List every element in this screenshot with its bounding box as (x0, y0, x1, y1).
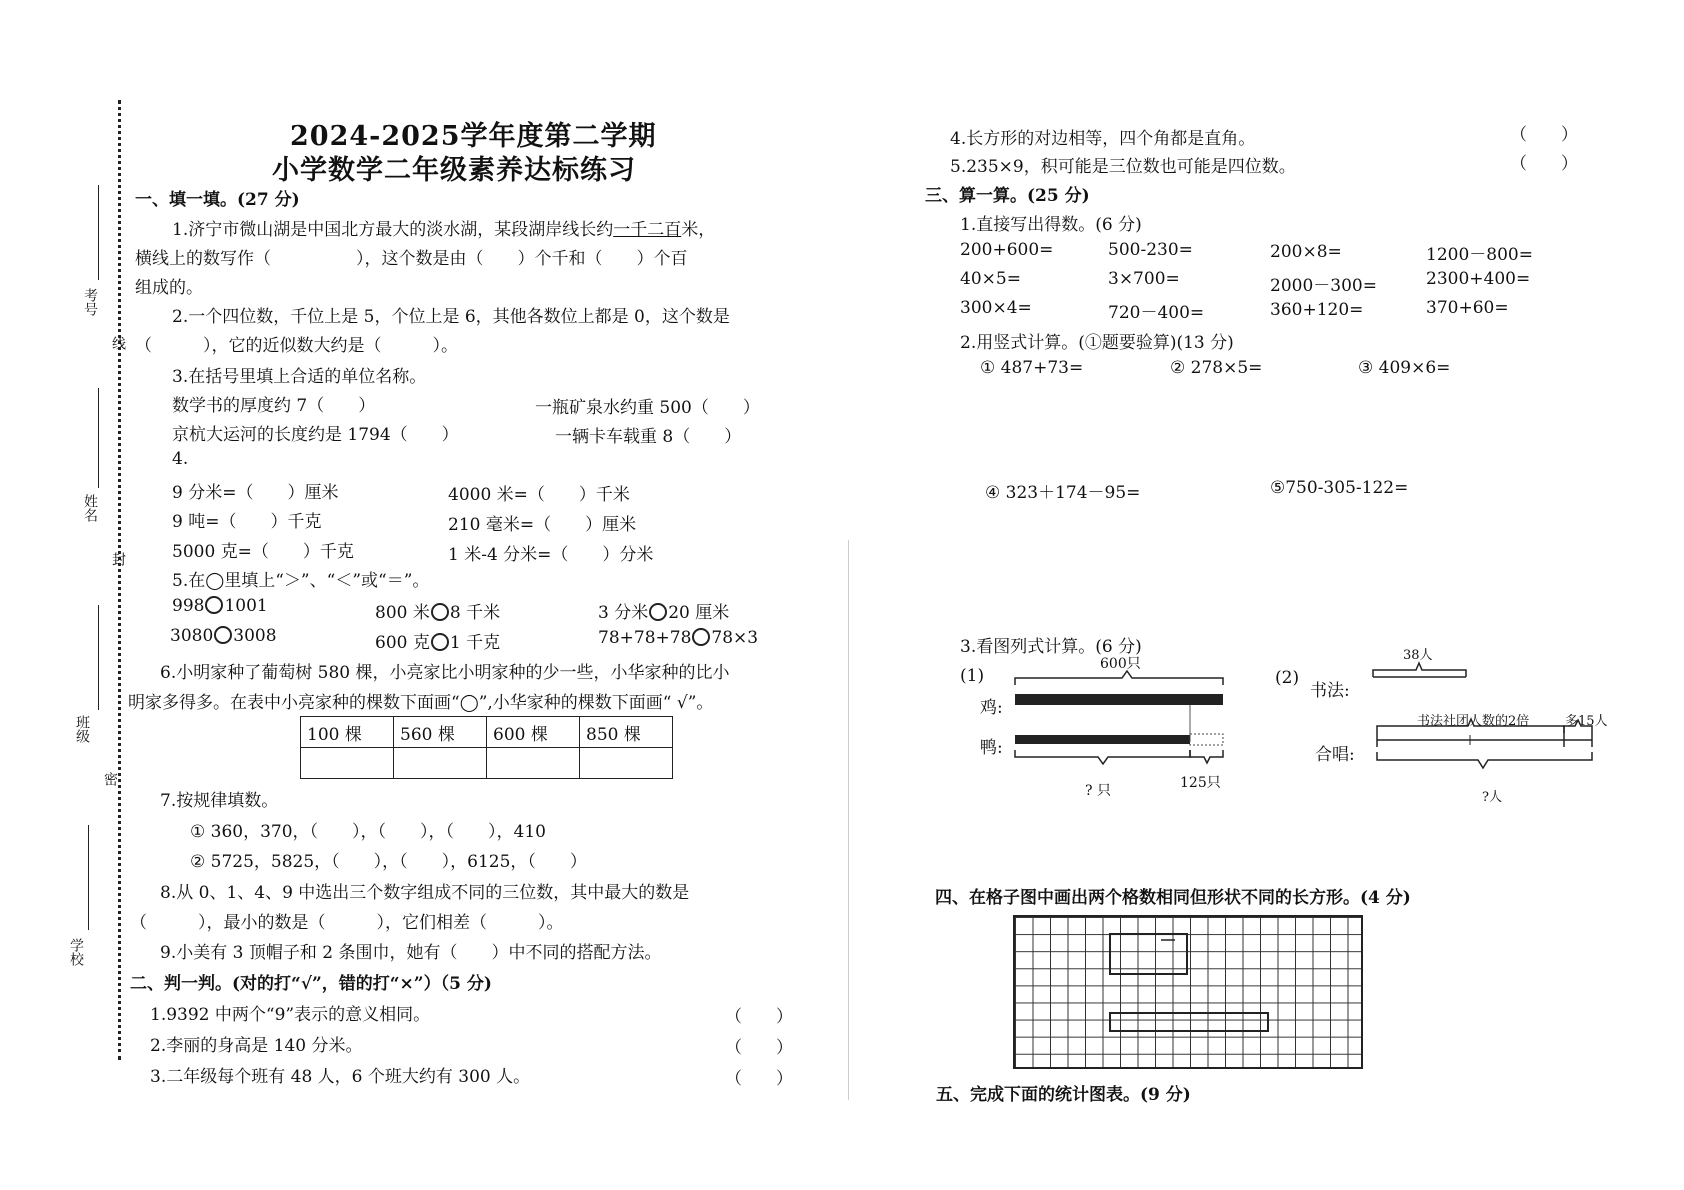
diagram1-unknown: ? 只 (1085, 783, 1111, 799)
compare-circle[interactable] (649, 603, 667, 621)
vertical-calc-4: ④ 323＋174－95= (985, 483, 1141, 503)
sub3-heading: 3.看图列式计算。(6 分) (960, 637, 1142, 657)
section3-heading: 三、算一算。(25 分) (925, 186, 1090, 206)
diagram2-double: 书法社团人数的2倍 (1417, 714, 1530, 729)
q4-c: 9 吨=（ ）千克 (172, 512, 322, 532)
compare-circle[interactable] (431, 603, 449, 621)
section4-heading: 四、在格子图中画出两个格数相同但形状不同的长方形。(4 分) (935, 888, 1411, 908)
table-header-cell: 600 棵 (487, 717, 580, 748)
diagram1-diff: 125只 (1180, 775, 1221, 791)
label-kaohao: 考号 (82, 288, 98, 316)
label-banji: 班级 (74, 715, 90, 743)
vertical-calc-1: ① 487+73= (980, 358, 1084, 378)
xing-blank[interactable] (98, 388, 99, 488)
q4-d: 210 毫米=（ ）厘米 (448, 515, 637, 535)
calc-item: 40×5= (960, 269, 1021, 289)
q5-d: 3080 3008 (170, 626, 277, 646)
q8-line2: （ ），最小的数是（ ），它们相差（ ）。 (130, 913, 564, 933)
compare-circle[interactable] (205, 596, 223, 614)
label-mi: 密 (102, 772, 118, 786)
compare-circle[interactable] (692, 628, 710, 646)
judge-paren-1[interactable]: （ ） (725, 1007, 793, 1027)
diagram1-line-figure (1010, 668, 1230, 793)
sub2-heading: 2.用竖式计算。(①题要验算)(13 分) (960, 333, 1234, 353)
q5-a: 998 1001 (172, 596, 268, 616)
diagram2-chorus-label: 合唱: (1315, 745, 1355, 765)
kaohao-blank[interactable] (98, 185, 99, 280)
q7-b: ② 5725，5825，（ ），（ ），6125，（ ） (190, 852, 587, 872)
label-xian: 线 (110, 336, 126, 350)
answer-cell[interactable] (580, 748, 673, 779)
calc-item: 360+120= (1270, 300, 1364, 320)
q3-a: 数学书的厚度约 7（ ） (172, 396, 376, 416)
title-line1: 2024-2025学年度第二学期 (290, 121, 657, 152)
calc-item: 500-230= (1108, 240, 1193, 260)
q1-line3: 组成的。 (135, 278, 203, 298)
calc-item: 370+60= (1426, 298, 1509, 318)
q2-line1: 2.一个四位数，千位上是 5，个位上是 6，其他各数位上都是 0，这个数是 (172, 307, 730, 327)
q4-b: 4000 米=（ ）千米 (448, 485, 630, 505)
xuexiao-blank[interactable] (88, 825, 89, 930)
judge-item-4: 4.长方形的对边相等，四个角都是直角。 (950, 129, 1256, 149)
binding-dotted-line (118, 100, 121, 1060)
diagram1-duck-label: 鸭: (980, 738, 1003, 758)
judge-item-2: 2.李丽的身高是 140 分米。 (150, 1036, 363, 1056)
calc-item: 300×4= (960, 298, 1032, 318)
label-xing: 姓名 (82, 494, 98, 522)
diagram2-label: (2) (1275, 668, 1300, 688)
q2-line2: （ ），它的近似数大约是（ ）。 (135, 336, 458, 356)
q5-f: 78+78+78 78×3 (598, 628, 759, 648)
diagram1-chicken-label: 鸡: (980, 698, 1003, 718)
vertical-calc-3: ③ 409×6= (1358, 358, 1451, 378)
judge-item-1: 1.9392 中两个“9”表示的意义相同。 (150, 1005, 431, 1025)
table-header-cell: 100 棵 (301, 717, 394, 748)
q5-b: 800 米 8 千米 (375, 603, 501, 623)
table-header-cell: 850 棵 (580, 717, 673, 748)
diagram1-total: 600只 (1100, 656, 1141, 672)
answer-cell[interactable] (487, 748, 580, 779)
calc-item: 2300+400= (1426, 269, 1531, 289)
q3-heading: 3.在括号里填上合适的单位名称。 (172, 367, 427, 387)
diagram2-shufa-label: 书法: (1310, 681, 1350, 701)
table-header-cell: 560 棵 (394, 717, 487, 748)
label-feng: 封 (110, 552, 126, 566)
judge-item-3: 3.二年级每个班有 48 人，6 个班大约有 300 人。 (150, 1067, 531, 1087)
q3-d: 一辆卡车载重 8（ ） (555, 427, 742, 447)
calc-item: 720－400= (1108, 303, 1205, 323)
q7-a: ① 360，370，（ ），（ ），（ ），410 (190, 822, 546, 842)
diagram1-label: (1) (960, 666, 985, 686)
drawn-rectangles (1013, 915, 1363, 1069)
compare-circle[interactable] (431, 633, 449, 651)
judge-paren-4[interactable]: （ ） (1510, 125, 1578, 145)
q1-line1: 1.济宁市微山湖是中国北方最大的淡水湖，某段湖岸线长约一千二百米， (172, 220, 716, 240)
calc-item: 200×8= (1270, 242, 1342, 262)
q5-heading: 5.在◯里填上“＞”、“＜”或“＝”。 (172, 571, 430, 591)
q4-a: 9 分米=（ ）厘米 (172, 483, 339, 503)
judge-paren-5[interactable]: （ ） (1510, 154, 1578, 174)
calc-item: 200+600= (960, 240, 1054, 260)
q5-c: 3 分米 20 厘米 (598, 603, 730, 623)
banji-blank[interactable] (98, 605, 99, 710)
answer-cell[interactable] (301, 748, 394, 779)
q7-heading: 7.按规律填数。 (160, 791, 279, 811)
vertical-calc-2: ② 278×5= (1170, 358, 1263, 378)
vertical-calc-5: ⑤750-305-122= (1270, 478, 1409, 498)
q4-f: 1 米-4 分米=（ ）分米 (448, 545, 654, 565)
q1-line2: 横线上的数写作（ ），这个数是由（ ）个千和（ ）个百 (135, 249, 688, 269)
q3-b: 一瓶矿泉水约重 500（ ） (535, 398, 760, 418)
q4-heading: 4. (172, 449, 189, 469)
diagram2-unknown: ?人 (1482, 790, 1502, 805)
section5-heading: 五、完成下面的统计图表。(9 分) (936, 1085, 1191, 1105)
diagram2-38: 38人 (1403, 648, 1433, 663)
section1-heading: 一、填一填。(27 分) (135, 190, 300, 210)
diagram2-more: 多15人 (1565, 714, 1608, 729)
sub1-heading: 1.直接写出得数。(6 分) (960, 215, 1142, 235)
calc-item: 3×700= (1108, 269, 1180, 289)
judge-paren-2[interactable]: （ ） (725, 1038, 793, 1058)
calc-item: 1200－800= (1426, 245, 1533, 265)
section2-heading: 二、判一判。(对的打“√”，错的打“×”）（5 分) (130, 974, 492, 994)
calc-item: 2000－300= (1270, 276, 1377, 296)
judge-item-5: 5.235×9，积可能是三位数也可能是四位数。 (950, 157, 1296, 177)
q8-line1: 8.从 0、1、4、9 中选出三个数字组成不同的三位数，其中最大的数是 (160, 883, 690, 903)
center-fold-line (848, 540, 849, 1100)
q4-e: 5000 克=（ ）千克 (172, 542, 354, 562)
tree-table (300, 716, 673, 779)
q6-line1: 6.小明家种了葡萄树 580 棵，小亮家比小明家种的少一些，小华家种的比小 (160, 663, 730, 683)
q6-line2: 明家多得多。在表中小亮家种的棵数下面画“◯”,小华家种的棵数下面画“ √”。 (128, 693, 714, 713)
q5-e: 600 克 1 千克 (375, 633, 501, 653)
diagram2-line-figure (1370, 660, 1610, 790)
compare-circle[interactable] (214, 626, 232, 644)
title-line2: 小学数学二年级素养达标练习 (272, 155, 636, 186)
q9: 9.小美有 3 顶帽子和 2 条围巾，她有（ ）中不同的搭配方法。 (160, 943, 662, 963)
label-xuexiao: 学校 (68, 938, 84, 966)
q3-c: 京杭大运河的长度约是 1794（ ） (172, 425, 459, 445)
answer-cell[interactable] (394, 748, 487, 779)
judge-paren-3[interactable]: （ ） (725, 1069, 793, 1089)
